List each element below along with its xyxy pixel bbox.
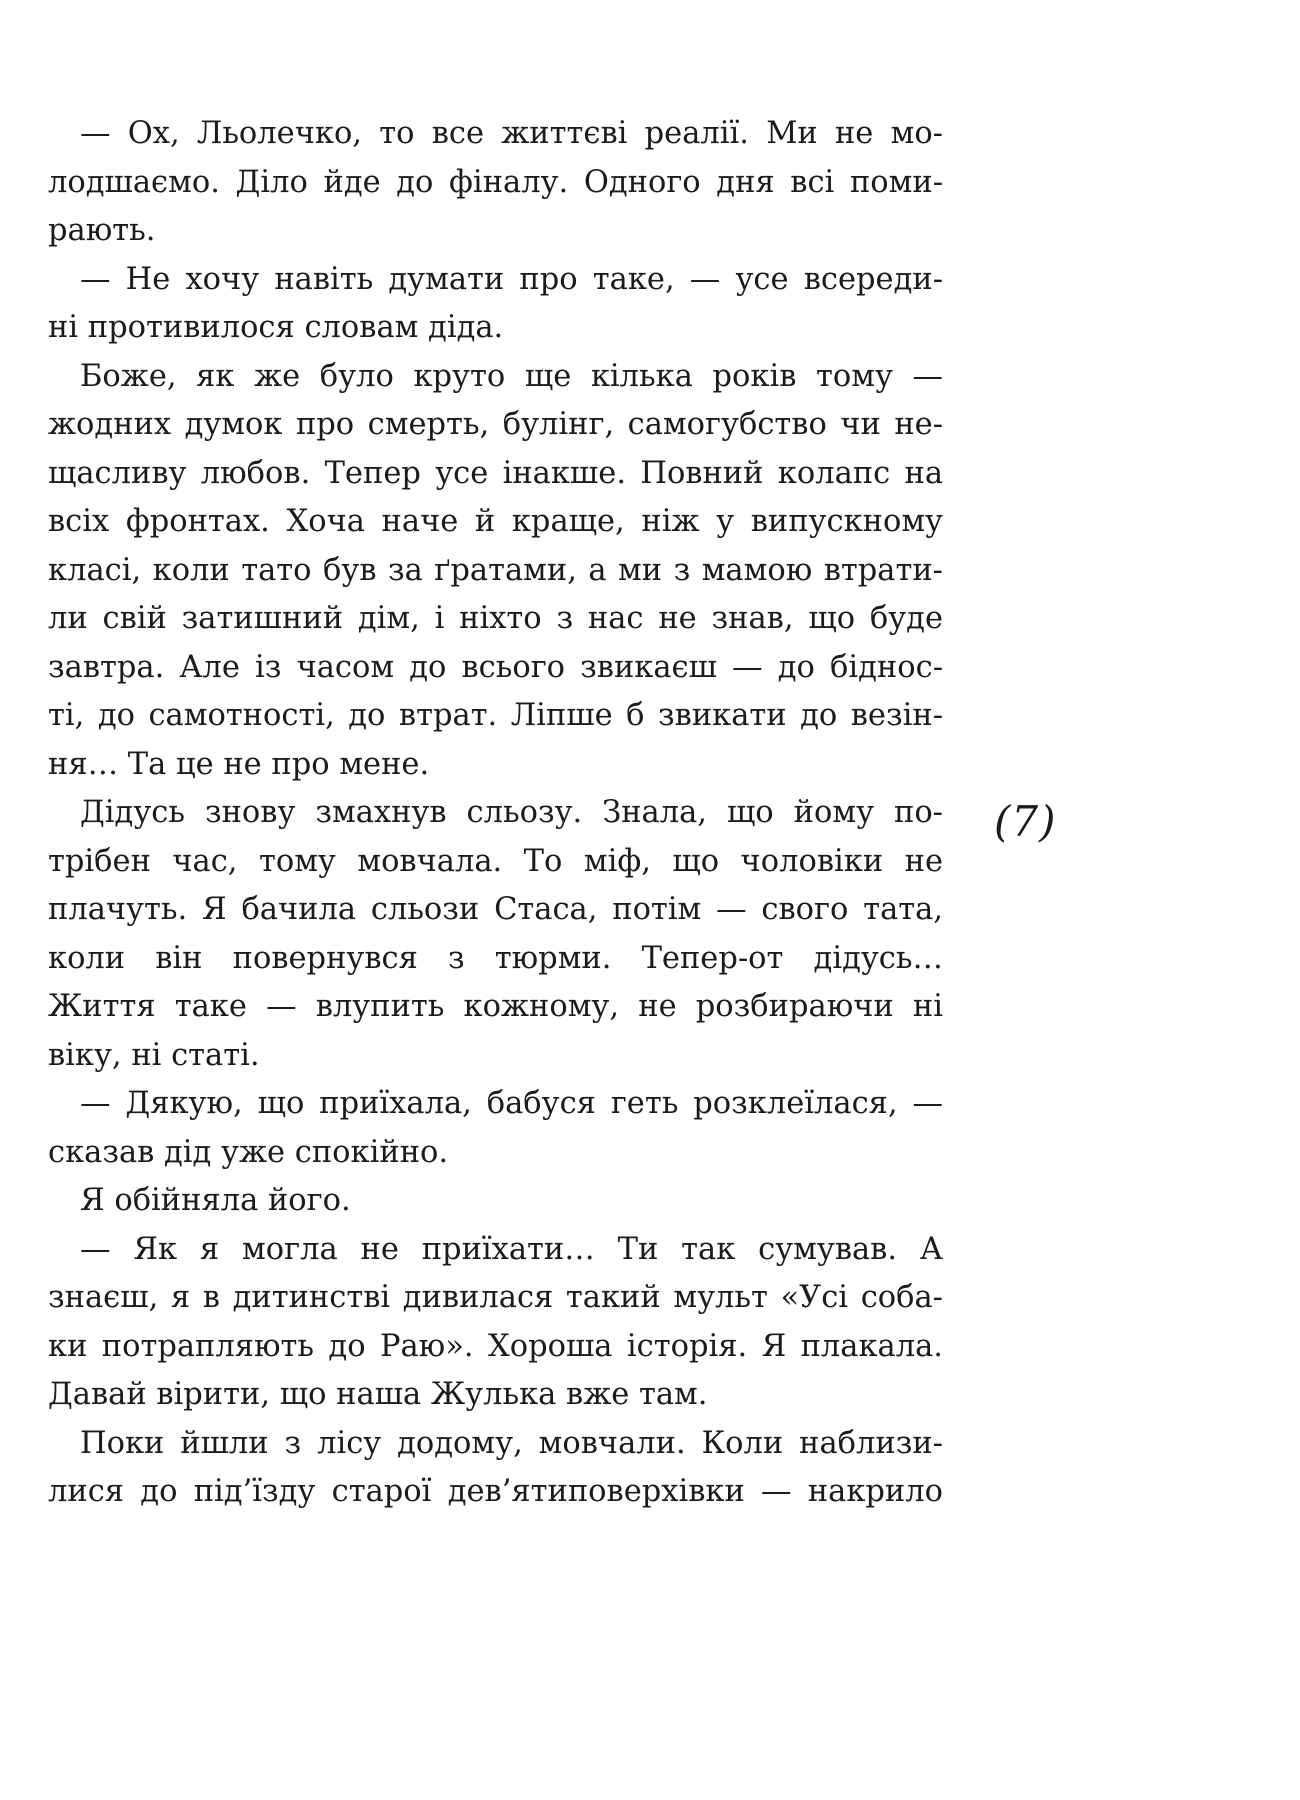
text-line: Я обійняла його. [80,1183,351,1218]
text-line: лися до під’їзду старої дев’ятиповерхівки — накрило [48,1474,943,1509]
text-line: сказав дід уже спокійно. [48,1134,449,1170]
text-line: Поки йшли з лісу додому, мовчали. Коли наблизи- [80,1425,943,1461]
text-line: — Як я могла не приїхати… Ти так сумував. А [80,1231,943,1267]
text-line: Життя таке — влупить кожному, не розбираючи ні [48,989,943,1024]
text-line: віку, ні статі. [48,1037,260,1073]
text-line: трібен час, тому мовчала. То міф, що чоловіки не [48,843,943,879]
text-line: плачуть. Я бачила сльози Стаса, потім — свого тата, [48,892,943,927]
text-line: Дідусь знову змахнув сльозу. Знала, що йому по- [80,795,943,830]
text-line: Давай вірити, що наша Жулька вже там. [48,1377,708,1412]
text-line: Боже, як же було круто ще кілька років тому — [80,358,943,394]
body-text [48,110,943,1517]
text-line: ли свій затишний дім, і ніхто з нас не знав, що буде [48,601,943,636]
text-line: завтра. Але із часом до всього звикаєш — до біднос- [48,649,943,685]
text-line: — Дякую, що приїхала, бабуся геть розклеїлася, — [80,1086,943,1121]
text-line: ки потрапляють до Раю». Хороша історія. Я плакала. [48,1328,943,1364]
text-line: коли він повернувся з тюрми. Тепер-от дідусь… [48,940,943,976]
text-line: лодшаємо. Діло йде до фіналу. Одного дня всі поми- [48,164,943,200]
text-line: щасливу любов. Тепер усе інакше. Повний колапс на [48,455,943,491]
text-line: ні противилося словам діда. [48,310,504,345]
text-line: ня… Та це не про мене. [48,746,430,782]
page-number: (7) [994,797,1057,846]
text-line: — Ох, Льолечко, то все життєві реалії. Ми не мо- [80,116,943,151]
text-line: класі, коли тато був за ґратами, а ми з мамою втрати- [48,552,943,588]
text-line: ті, до самотності, до втрат. Ліпше б звикати до везін- [48,698,943,733]
text-line: рають. [48,213,156,248]
text-line: знаєш, я в дитинстві дивилася такий мульт «Усі соба- [48,1280,943,1315]
text-line: — Не хочу навіть думати про таке, — усе всереди- [80,261,943,297]
text-line: всіх фронтах. Хоча наче й краще, ніж у випускному [48,504,943,539]
text-line: жодних думок про смерть, булінг, самогубство чи не- [48,407,943,442]
